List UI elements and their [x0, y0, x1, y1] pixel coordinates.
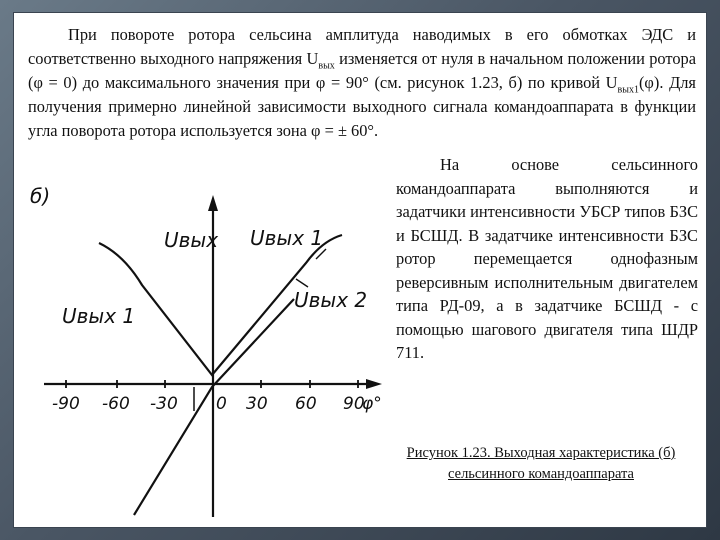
slide	[13, 12, 707, 528]
paragraph-zadatchik-text: На основе сельсинного командоаппарата выполняются и задатчики интенсивности УБСР типов БЗС и БСШД. В задатчике интенсивности БЗС ротор перемещается однофазным реверсивным исполнительным двигателем типа РД-09, а в задатчике БСШД - с помощью шагового двигателя типа ШДР 711.	[396, 155, 698, 362]
tick-label: -60	[102, 394, 130, 414]
panel-label: б)	[30, 184, 51, 208]
y-axis-arrow	[208, 195, 218, 211]
figure-caption: Рисунок 1.23. Выходная характеристика (б) сельсинного командоаппарата	[406, 445, 676, 482]
x-axis-arrow	[366, 379, 382, 389]
figure-output-characteristic	[24, 175, 384, 521]
y-axis-label: Uвых	[164, 228, 219, 252]
curve-left-label: Uвых 1	[62, 304, 136, 328]
paragraph-intro-part-a: При повороте ротора сельсина амплитуда наводимых в его обмотках ЭДС и соответственно выходного напряжения U	[28, 25, 696, 68]
tick-label: -90	[52, 394, 80, 414]
tick-label: -30	[150, 394, 178, 414]
x-tick-labels	[52, 394, 365, 414]
figure-svg	[24, 175, 384, 521]
paragraph-zadatchik	[396, 153, 698, 365]
tick-label: 90	[343, 394, 365, 414]
label-leader-2	[296, 279, 308, 287]
curve1-label: Uвых 1	[250, 226, 324, 250]
curve2-label: Uвых 2	[294, 288, 368, 312]
tick-label: 60	[295, 394, 317, 414]
tick-label: 0	[216, 394, 227, 414]
subscript-vyh: вых	[318, 60, 335, 72]
paragraph-intro	[28, 23, 696, 143]
paragraph-intro-part-b: изменяется от нуля в начальном положении ротора (φ = 0) до максимального значения при φ = 90° (см. рисунок 1.23, б) по кривой U	[28, 49, 696, 92]
x-axis-label: φ°	[362, 394, 382, 414]
paragraph-intro-part-c: (φ). Для получения примерно линейной зависимости выходного сигнала командоаппарата в функции угла поворота ротора используется зона φ = ± 60°.	[28, 73, 696, 140]
subscript-vyh1: вых1	[617, 84, 639, 96]
tick-label: 30	[246, 394, 268, 414]
